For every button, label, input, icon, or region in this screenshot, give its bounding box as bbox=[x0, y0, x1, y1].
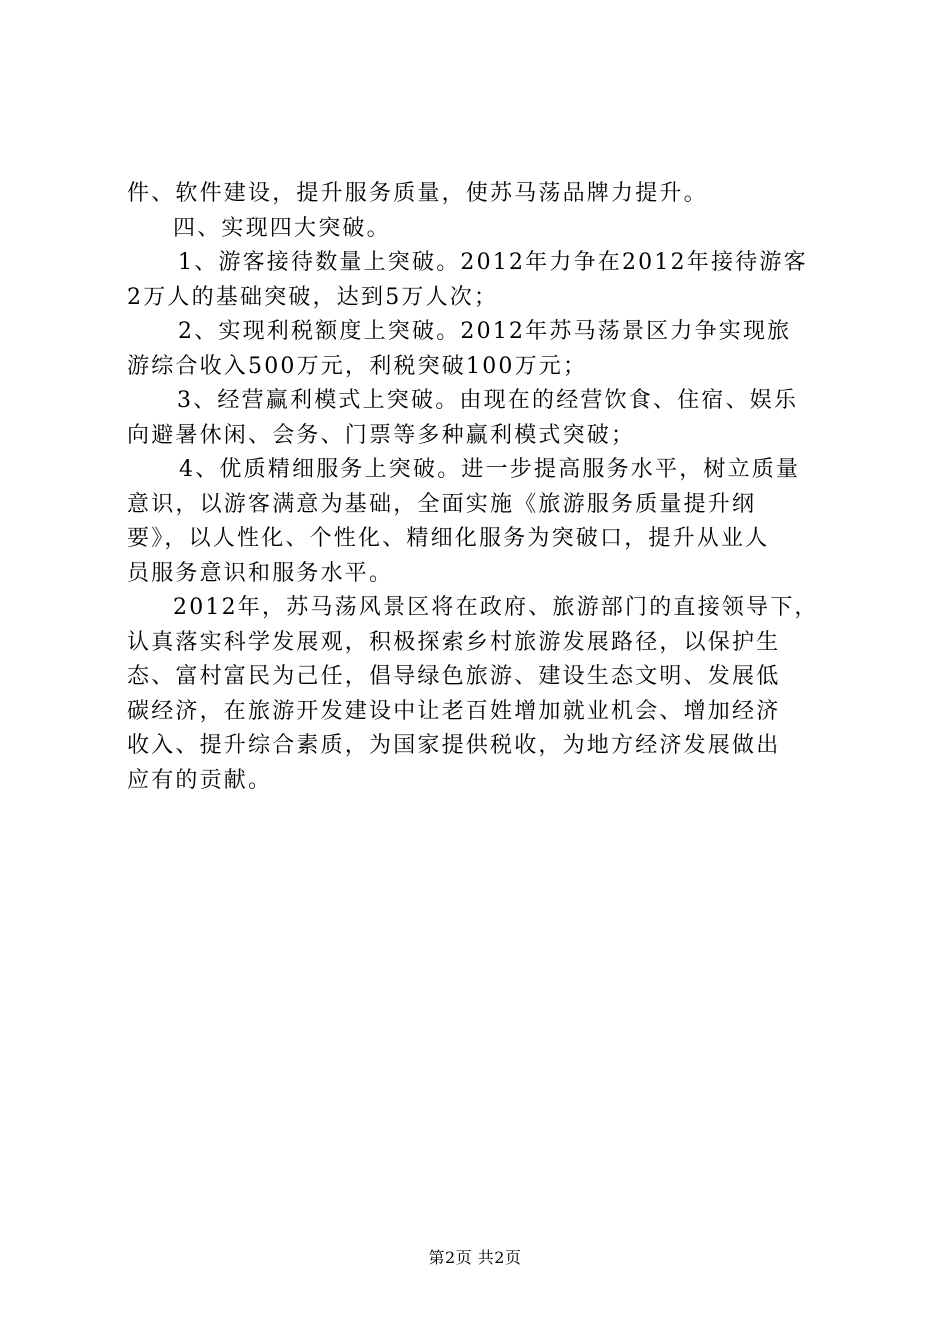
text-line: 件、软件建设，提升服务质量，使苏马荡品牌力提升。 bbox=[127, 181, 708, 206]
page-number-footer: 第2页 共2页 bbox=[428, 1248, 522, 1267]
text-line: 收入、提升综合素质，为国家提供税收，为地方经济发展做出 bbox=[127, 733, 781, 758]
text-line: 4、优质精细服务上突破。进一步提高服务水平，树立质量 bbox=[179, 457, 801, 482]
text-line: 态、富村富民为己任，倡导绿色旅游、建设生态文明、发展低 bbox=[127, 664, 781, 689]
document-body bbox=[127, 177, 832, 798]
text-line: 2万人的基础突破，达到5万人次； bbox=[127, 284, 499, 310]
text-line: 碳经济，在旅游开发建设中让老百姓增加就业机会、增加经济 bbox=[127, 698, 781, 724]
text-line: 意识，以游客满意为基础，全面实施《旅游服务质量提升纲 bbox=[127, 491, 757, 517]
text-line: 3、经营赢利模式上突破。由现在的经营饮食、住宿、娱乐 bbox=[177, 388, 799, 413]
text-line: 应有的贡献。 bbox=[127, 767, 273, 793]
text-line: 认真落实科学发展观，积极探索乡村旅游发展路径，以保护生 bbox=[127, 629, 781, 655]
section-heading: 四、实现四大突破。 bbox=[173, 215, 391, 241]
text-line: 2012年，苏马荡风景区将在政府、旅游部门的直接领导下， bbox=[173, 595, 819, 620]
text-line: 游综合收入500万元，利税突破100万元； bbox=[127, 353, 588, 379]
text-line: 向避暑休闲、会务、门票等多种赢利模式突破； bbox=[127, 422, 636, 448]
text-line: 2、实现利税额度上突破。2012年苏马荡景区力争实现旅 bbox=[178, 319, 792, 344]
text-line: 员服务意识和服务水平。 bbox=[127, 560, 394, 586]
text-line: 1、游客接待数量上突破。2012年力争在2012年接待游客 bbox=[178, 250, 808, 275]
text-line: 要》，以人性化、个性化、精细化服务为突破口，提升从业人 bbox=[127, 526, 770, 551]
